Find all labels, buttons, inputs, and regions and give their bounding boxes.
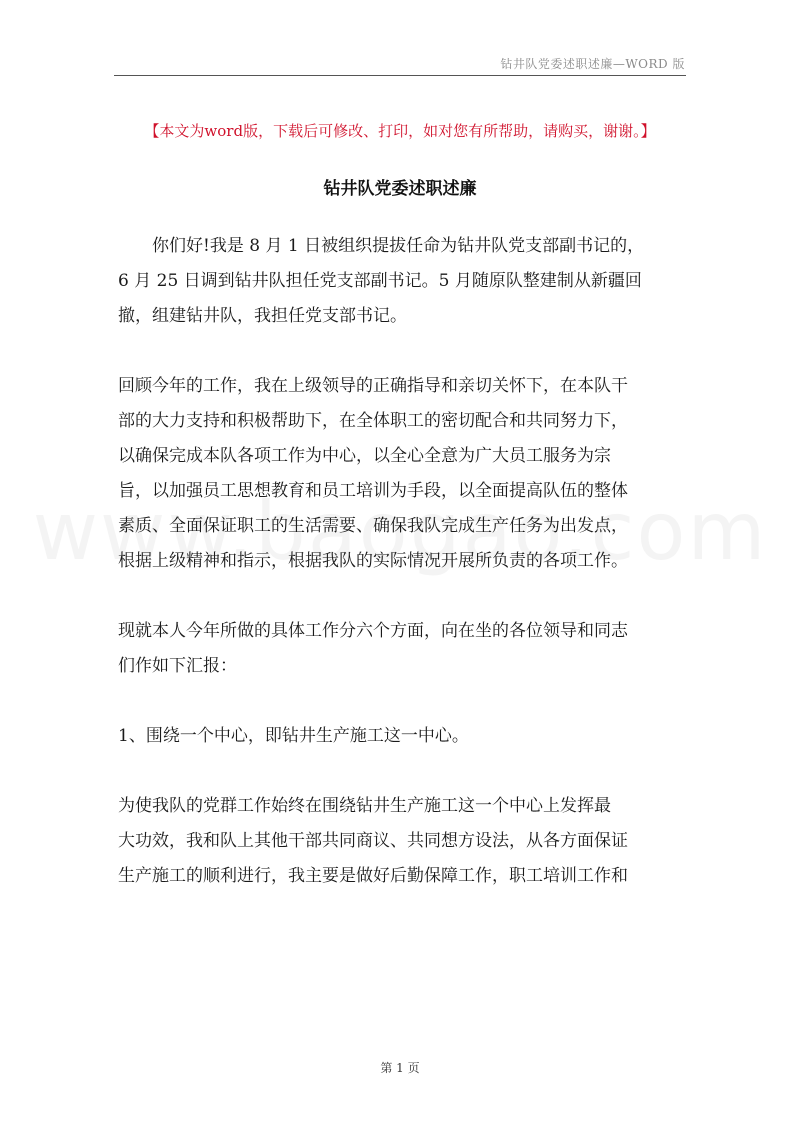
text-line: 们作如下汇报： xyxy=(118,656,237,676)
section-heading-1 xyxy=(118,719,688,754)
text-line: 撤，组建钻井队，我担任党支部书记。 xyxy=(118,306,407,326)
text-line: 回顾今年的工作，我在上级领导的正确指导和亲切关怀下，在本队干 xyxy=(118,376,628,396)
text-line: 现就本人今年所做的具体工作分六个方面，向在坐的各位领导和同志 xyxy=(118,621,628,641)
purchase-notice: 【本文为word版，下载后可修改、打印，如对您有所帮助，请购买，谢谢。】 xyxy=(144,122,656,140)
paragraph-intro-report xyxy=(118,614,688,684)
paragraph-review xyxy=(118,369,688,579)
text-line: 素质、全面保证职工的生活需要、确保我队完成生产任务为出发点， xyxy=(118,516,628,536)
running-header: 钻井队党委述职述廉—WORD 版 xyxy=(500,57,685,71)
text-line: 6 月 25 日调到钻井队担任党支部副书记。5 月随原队整建制从新疆回 xyxy=(118,271,642,291)
text-line: 部的大力支持和积极帮助下，在全体职工的密切配合和共同努力下， xyxy=(118,411,628,431)
text-line: 生产施工的顺利进行，我主要是做好后勤保障工作，职工培训工作和 xyxy=(118,866,628,886)
document-body xyxy=(118,229,688,894)
document-title: 钻井队党委述职述廉 xyxy=(323,179,477,199)
text-line: 1、围绕一个中心，即钻井生产施工这一中心。 xyxy=(118,726,469,746)
paragraph-section-1 xyxy=(118,789,688,894)
text-line: 为使我队的党群工作始终在围绕钻井生产施工这一个中心上发挥最 xyxy=(118,796,611,816)
text-line: 旨，以加强员工思想教育和员工培训为手段，以全面提高队伍的整体 xyxy=(118,481,628,501)
text-line: 大功效，我和队上其他干部共同商议、共同想方设法，从各方面保证 xyxy=(118,831,628,851)
page-number: 第 1 页 xyxy=(380,1061,420,1075)
text-line: 以确保完成本队各项工作为中心，以全心全意为广大员工服务为宗 xyxy=(118,446,611,466)
text-line: 根据上级精神和指示，根据我队的实际情况开展所负责的各项工作。 xyxy=(118,551,628,571)
text-line: 你们好!我是 8 月 1 日被组织提拔任命为钻井队党支部副书记的， xyxy=(118,236,645,256)
header-divider xyxy=(114,75,686,76)
paragraph-greeting xyxy=(118,229,688,334)
